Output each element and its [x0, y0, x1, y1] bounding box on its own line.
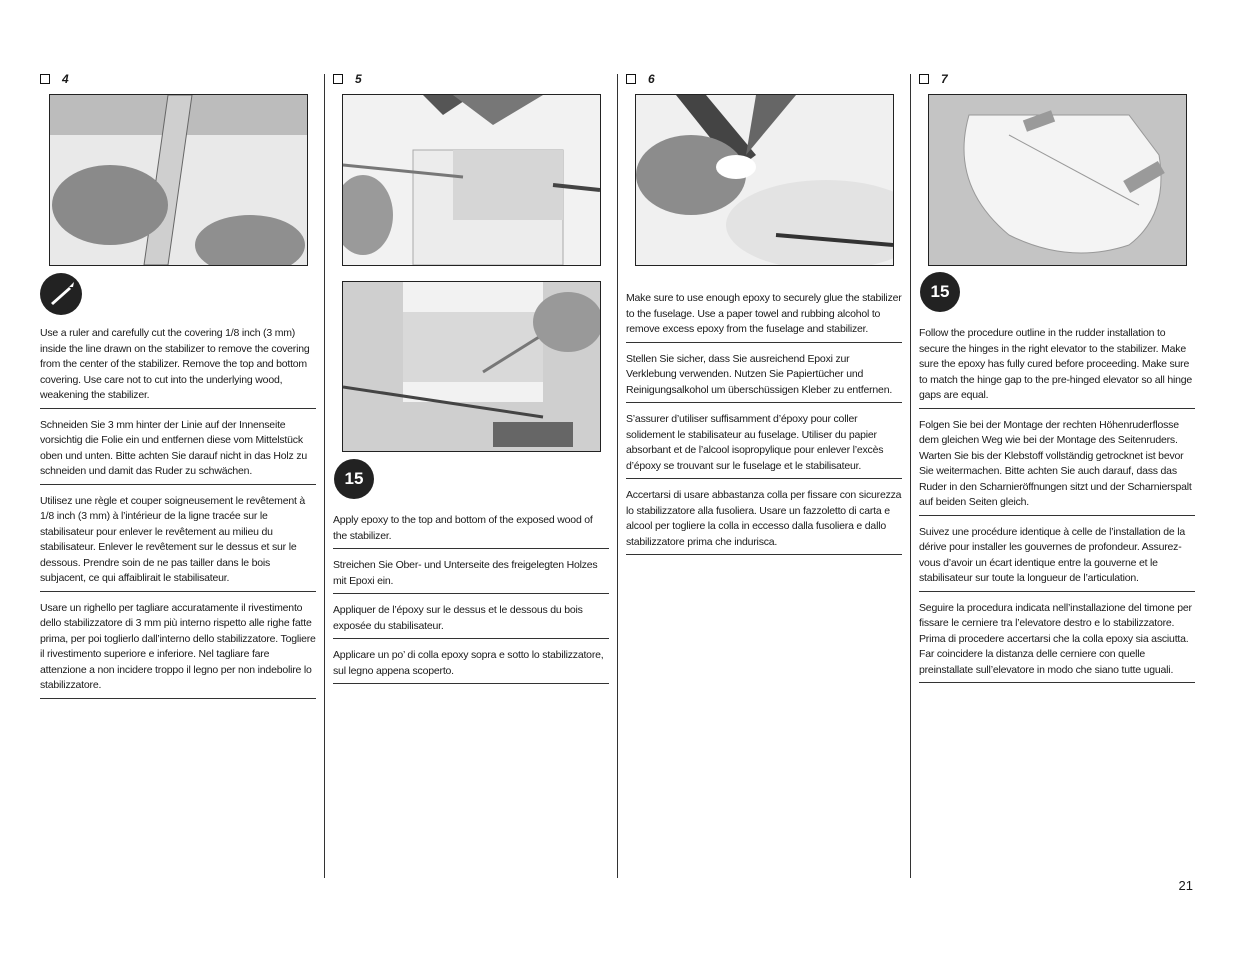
instruction-de: Folgen Sie bei der Montage der rechten Höhenruderflosse dem gleichen Weg wie bei der Montage des Seitenruders. Warten Sie bis der Klebstoff vollständig getrocknet ist bevor Sie weitermachen. Bitte achten Sie auch darauf, dass das Ruder in den Scharnieröffnungen sitzt und der Scharnierspalt auf beiden Seiten gleich.	[919, 415, 1195, 516]
step-number: 4	[62, 72, 69, 86]
step-4-text	[40, 323, 316, 705]
step-heading	[626, 70, 902, 88]
instruction-it: Seguire la procedura indicata nell’installazione del timone per fissare le cerniere tra l’elevatore destro e lo stabilizzatore. Prima di procedere accertarsi che la colla epoxy sia asciutta. Far coincidere la distanza delle cerniere con quelle preinstallate sull’elevatore in modo che siano tutte uguali.	[919, 598, 1195, 684]
step-5-text	[333, 510, 609, 690]
hobby-knife-icon	[40, 273, 82, 315]
checkbox-icon[interactable]	[626, 74, 636, 84]
cure-time-badge: 15	[334, 459, 374, 499]
instruction-it: Applicare un po’ di colla epoxy sopra e sotto lo stabilizzatore, sul legno appena scoperto.	[333, 645, 609, 684]
step-number: 7	[941, 72, 948, 86]
photo-epoxy-brush-bottom	[342, 281, 601, 452]
instruction-en: Apply epoxy to the top and bottom of the exposed wood of the stabilizer.	[333, 510, 609, 549]
instruction-fr: Appliquer de l’époxy sur le dessus et le dessous du bois exposée du stabilisateur.	[333, 600, 609, 639]
column-divider	[910, 74, 911, 878]
step-6-text	[626, 288, 902, 561]
checkbox-icon[interactable]	[333, 74, 343, 84]
photo-elevator-hinges	[928, 94, 1187, 266]
checkbox-icon[interactable]	[40, 74, 50, 84]
step-heading	[333, 70, 609, 88]
step-column-4	[40, 70, 316, 88]
step-7-text	[919, 323, 1195, 689]
instruction-it: Usare un righello per tagliare accuratamente il rivestimento dello stabilizzatore di 3 mm più interno rispetto alle righe fatte prima, per poi toglierlo dall’interno dello stabilizzatore. Togliere il rivestimento superiore e inferiore. Nel tagliare fare attenzione a non incidere troppo il legno per non indebolire lo stabilizzatore.	[40, 598, 316, 699]
column-divider	[617, 74, 618, 878]
photo-clean-epoxy	[635, 94, 894, 266]
step-heading	[40, 70, 316, 88]
step-heading	[919, 70, 1195, 88]
instruction-de: Schneiden Sie 3 mm hinter der Linie auf der Innenseite vorsichtig die Folie ein und entfernen diese vom Mittelstück oben und unten. Bitte achten Sie darauf nicht in das Holz zu schneiden und damit das Ruder zu schwächen.	[40, 415, 316, 485]
instruction-en: Follow the procedure outline in the rudder installation to secure the hinges in the right elevator to the stabilizer. Make sure the epoxy has fully cured before proceeding. Make sure to match the hinge gap to the pre-hinged elevator so all hinge gaps are equal.	[919, 323, 1195, 409]
step-number: 5	[355, 72, 362, 86]
page-number: 21	[1178, 878, 1193, 893]
instruction-fr: S’assurer d’utiliser suffisamment d’époxy pour coller solidement le stabilisateur au fuselage. Utiliser du papier absorbant et de l’alcool isopropylique pour enlever l’excès d’époxy se trouvant sur le fuselage et le stabilisateur.	[626, 409, 902, 479]
photo-epoxy-brush-top	[342, 94, 601, 266]
photo-cut-covering	[49, 94, 308, 266]
instruction-de: Stellen Sie sicher, dass Sie ausreichend Epoxi zur Verklebung verwenden. Nutzen Sie Papiertücher und Reinigungsalkohol um überschüssigen Kleber zu entfernen.	[626, 349, 902, 404]
instruction-fr: Suivez une procédure identique à celle de l’installation de la dérive pour installer les gouvernes de profondeur. Assurez-vous d’avoir un écart identique entre la gouverne et le stabilisateur sur toute la longueur de l’articulation.	[919, 522, 1195, 592]
column-divider	[324, 74, 325, 878]
instruction-it: Accertarsi di usare abbastanza colla per fissare con sicurezza lo stabilizzatore alla fusoliera. Usare un fazzoletto di carta e alcool per togliere la colla in eccesso dalla fusoliera e dallo stabilizzatore prima che indurisca.	[626, 485, 902, 555]
instruction-en: Make sure to use enough epoxy to securely glue the stabilizer to the fuselage. Use a paper towel and rubbing alcohol to remove excess epoxy from the fuselage and stabilizer.	[626, 288, 902, 343]
cure-time-badge: 15	[920, 272, 960, 312]
step-number: 6	[648, 72, 655, 86]
step-column-6	[626, 70, 902, 88]
step-column-5	[333, 70, 609, 88]
step-column-7	[919, 70, 1195, 88]
instruction-de: Streichen Sie Ober- und Unterseite des freigelegten Holzes mit Epoxi ein.	[333, 555, 609, 594]
checkbox-icon[interactable]	[919, 74, 929, 84]
instruction-en: Use a ruler and carefully cut the covering 1/8 inch (3 mm) inside the line drawn on the stabilizer to remove the covering from the center of the stabilizer. Remove the top and bottom covering. Use care not to cut into the underlying wood, weakening the stabilizer.	[40, 323, 316, 409]
instruction-fr: Utilisez une règle et couper soigneusement le revêtement à 1/8 inch (3 mm) à l’intérieur de la ligne tracée sur le stabilisateur pour enlever le revêtement au milieu du stabilisateur. Enlever le revêtement sur le dessus et sur le dessous. Prendre soin de ne pas tailler dans le bois subjacent, ce qui affaiblirait le stabilisateur.	[40, 491, 316, 592]
